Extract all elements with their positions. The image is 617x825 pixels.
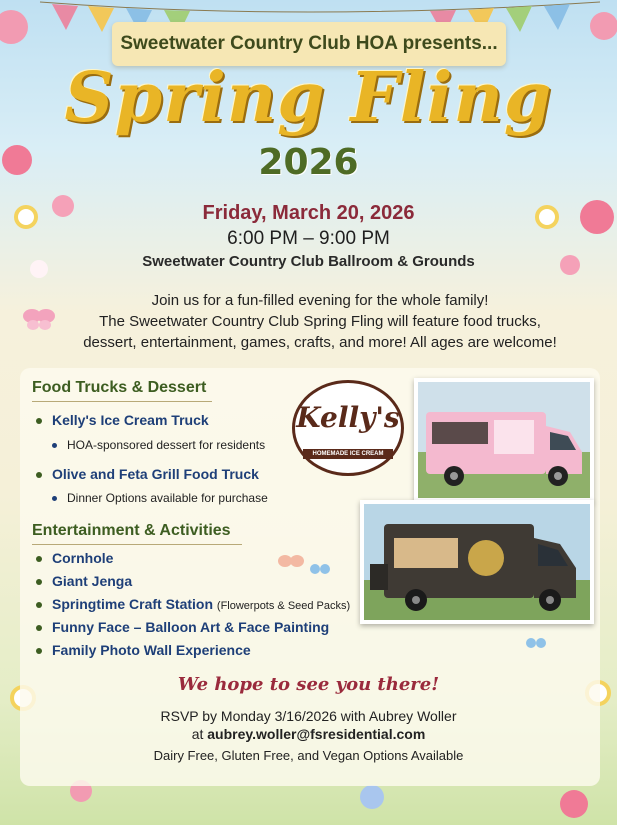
intro-line: The Sweetwater Country Club Spring Fling will feature food trucks, (99, 313, 541, 330)
ice-cream-truck-photo (414, 378, 594, 502)
intro-line: Join us for a fun-filled evening for the whole family! (151, 292, 489, 309)
list-item (36, 550, 113, 566)
food-item-name: Kelly's Ice Cream Truck (52, 412, 209, 428)
rsvp-email-link[interactable]: aubrey.woller@fsresidential.com (207, 726, 426, 742)
bullet-icon (36, 648, 42, 654)
rsvp-block (0, 707, 617, 743)
event-title: Spring Fling (64, 58, 553, 138)
divider (32, 401, 212, 402)
list-item (36, 573, 132, 589)
event-time: 6:00 PM – 9:00 PM (227, 228, 390, 249)
butterfly-icon (22, 306, 56, 332)
logo-name: Kelly's (296, 401, 400, 434)
kellys-logo (292, 380, 404, 476)
intro-line: dessert, entertainment, games, crafts, and more! All ages are welcome! (83, 334, 557, 351)
food-item-name: Olive and Feta Grill Food Truck (52, 466, 259, 482)
rsvp-at: at (191, 726, 204, 742)
presenter-text: Sweetwater Country Club HOA presents... (120, 33, 498, 54)
bullet-icon (36, 472, 42, 478)
butterfly-icon (278, 553, 304, 573)
list-item (36, 619, 329, 635)
butterfly-icon (526, 636, 546, 652)
intro-text (40, 290, 600, 353)
rsvp-contact (0, 725, 617, 743)
bullet-icon (52, 443, 57, 448)
event-venue: Sweetwater Country Club Ballroom & Grounds (142, 253, 475, 270)
activity-name: Funny Face – Balloon Art & Face Painting (52, 619, 330, 635)
list-item (36, 412, 209, 428)
activity-name: Family Photo Wall Experience (52, 642, 251, 658)
bullet-icon (36, 625, 42, 631)
bullet-icon (36, 579, 42, 585)
butterfly-icon (310, 562, 330, 578)
closing-message: We hope to see you there! (177, 674, 440, 695)
activity-note: (Flowerpots & Seed Packs) (216, 600, 351, 612)
event-year: 2026 (258, 142, 359, 183)
food-truck-photo (360, 500, 594, 624)
bullet-icon (36, 418, 42, 424)
activity-name: Cornhole (52, 550, 114, 566)
list-item (36, 596, 350, 612)
logo-tagline: HOMEMADE ICE CREAM (303, 449, 393, 459)
activity-name: Giant Jenga (52, 573, 133, 589)
bullet-icon (52, 496, 57, 501)
event-date: Friday, March 20, 2026 (202, 202, 415, 224)
list-item (36, 466, 259, 482)
list-subitem (52, 438, 265, 452)
food-section-title: Food Trucks & Dessert (32, 379, 207, 396)
entertainment-section-title: Entertainment & Activities (32, 522, 231, 539)
food-item-detail: Dinner Options available for purchase (67, 491, 268, 505)
dietary-note: Dairy Free, Gluten Free, and Vegan Options Available (153, 748, 464, 763)
bullet-icon (36, 602, 42, 608)
activity-name: Springtime Craft Station (52, 596, 214, 612)
food-item-detail: HOA-sponsored dessert for residents (67, 438, 266, 452)
divider (32, 544, 242, 545)
bullet-icon (36, 556, 42, 562)
list-subitem (52, 491, 268, 505)
list-item (36, 642, 251, 658)
rsvp-line: RSVP by Monday 3/16/2026 with Aubrey Woller (160, 708, 457, 724)
